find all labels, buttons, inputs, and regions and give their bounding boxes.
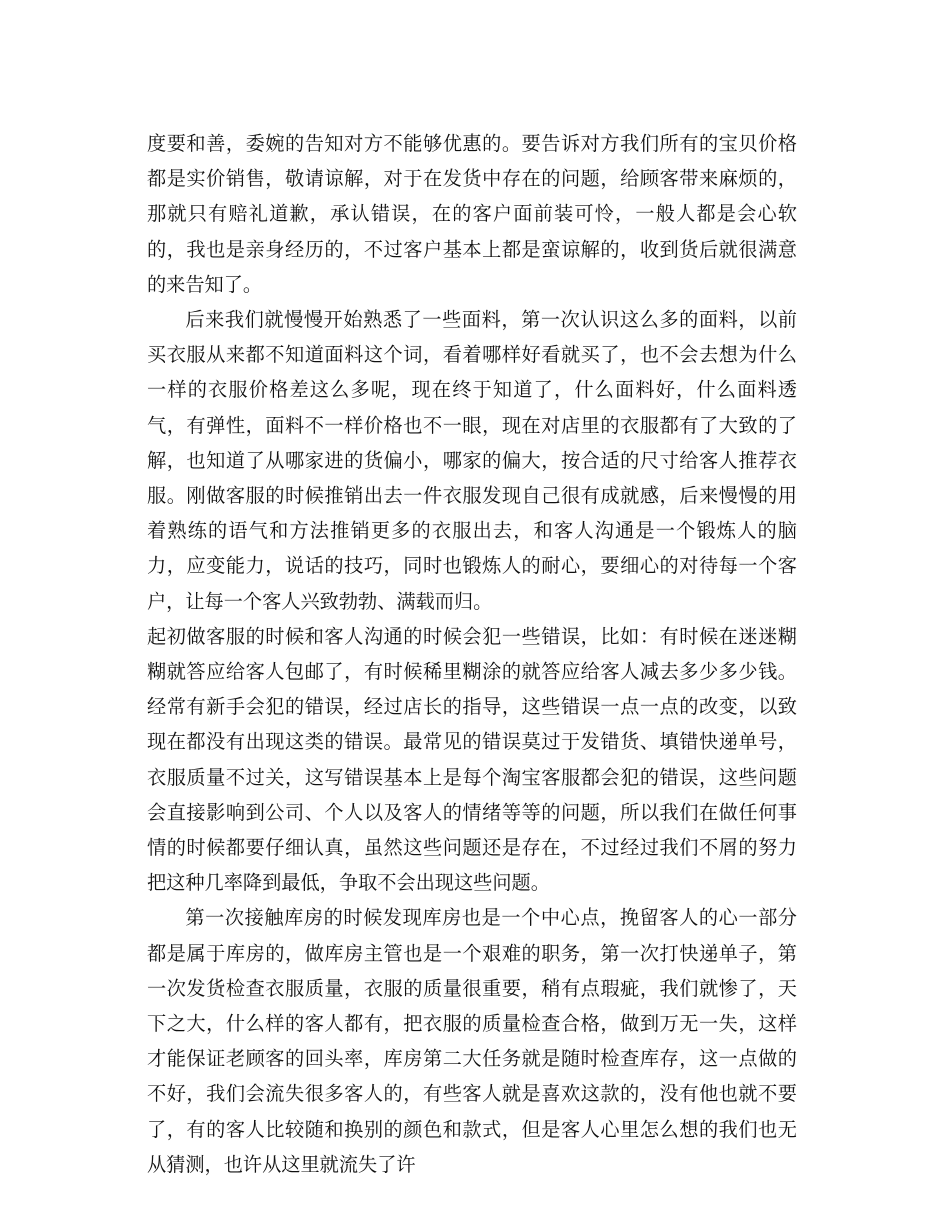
paragraph-1: 度要和善，委婉的告知对方不能够优惠的。要告诉对方我们所有的宝贝价格都是实价销售，敬请谅解，对于在发货中存在的问题，给顾客带来麻烦的，那就只有赔礼道歉，承认错误，在的客户面前装可怜，一般人都是会心软的，我也是亲身经历的，不过客户基本上都是蛮谅解的，收到货后就很满意的来告知了。 [147,132,797,296]
paragraph-3: 起初做客服的时候和客人沟通的时候会犯一些错误，比如：有时候在迷迷糊糊就答应给客人包邮了，有时候稀里糊涂的就答应给客人减去多少多少钱。经常有新手会犯的错误，经过店长的指导，这些错误一点一点的改变，以致现在都没有出现这类的错误。最常见的错误莫过于发错货、填错快递单号，衣服质量不过关，这写错误基本上是每个淘宝客服都会犯的错误，这些问题会直接影响到公司、个人以及客人的情绪等等的问题，所以我们在做任何事情的时候都要仔细认真，虽然这些问题还是存在，不过经过我们不屑的努力把这种几率降到最低，争取不会出现这些问题。 [147,624,797,895]
paragraph-2: 后来我们就慢慢开始熟悉了一些面料，第一次认识这么多的面料，以前买衣服从来都不知道面料这个词，看着哪样好看就买了，也不会去想为什么一样的衣服价格差这么多呢，现在终于知道了，什么面料好，什么面料透气，有弹性，面料不一样价格也不一眼，现在对店里的衣服都有了大致的了解，也知道了从哪家进的货偏小，哪家的偏大，按合适的尺寸给客人推荐衣服。刚做客服的时候推销出去一件衣服发现自己很有成就感，后来慢慢的用着熟练的语气和方法推销更多的衣服出去，和客人沟通是一个锻炼人的脑力，应变能力，说话的技巧，同时也锻炼人的耐心，要细心的对待每一个客户，让每一个客人兴致勃勃、满载而归。 [147,308,797,613]
body-text [147,126,797,1182]
paragraph-4: 第一次接触库房的时候发现库房也是一个中心点，挽留客人的心一部分都是属于库房的，做库房主管也是一个艰难的职务，第一次打快递单子，第一次发货检查衣服质量，衣服的质量很重要，稍有点瑕疵，我们就惨了，天下之大，什么样的客人都有，把衣服的质量检查合格，做到万无一失，这样才能保证老顾客的回头率，库房第二大任务就是随时检查库存，这一点做的不好，我们会流失很多客人的，有些客人就是喜欢这款的，没有他也就不要了，有的客人比较随和换别的颜色和款式，但是客人心里怎么想的我们也无从猜测，也许从这里就流失了许 [147,906,797,1176]
